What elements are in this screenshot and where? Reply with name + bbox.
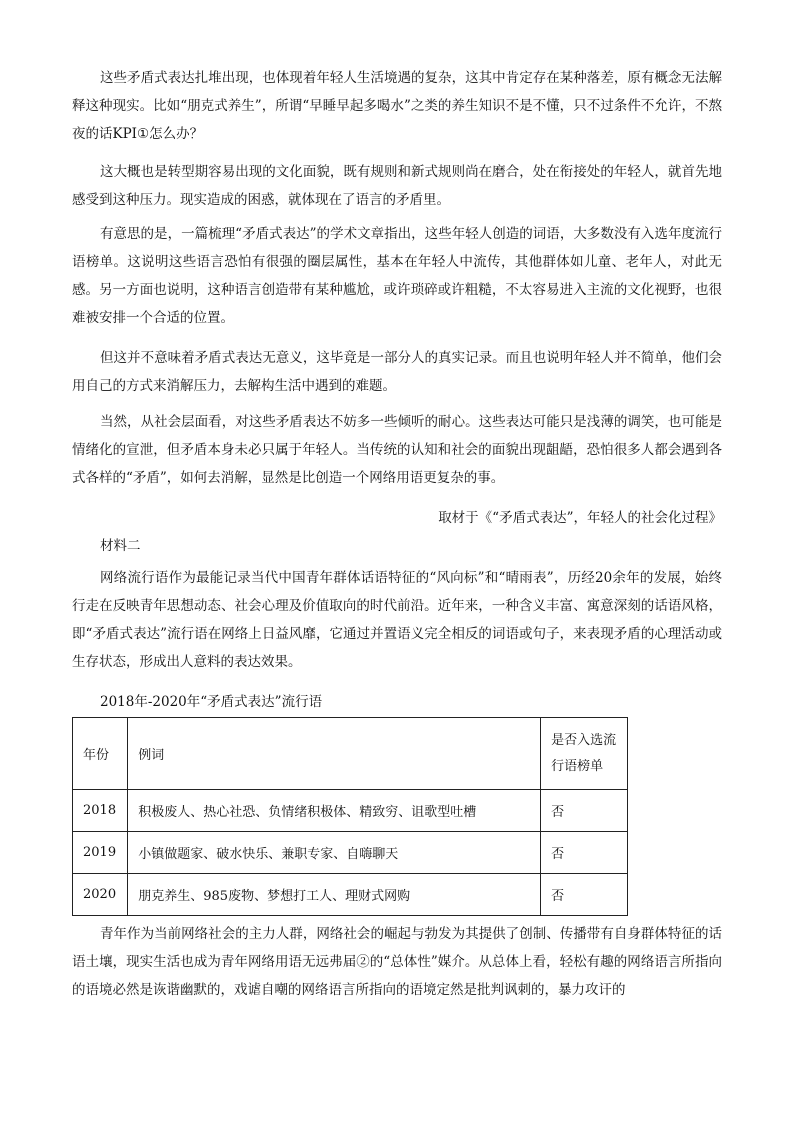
cell-selected: 否 xyxy=(541,832,628,874)
closing-paragraph: 青年作为当前网络社会的主力人群，网络社会的崛起与勃发为其提供了创制、传播带有自身群体特征的话语土壤，现实生活也成为青年网络用语无远弗届②的“总体性”媒介。从总体上看，轻松有趣的网络语言所指向的语境必然是诙谐幽默的，戏谑自嘲的网络语言所指向的语境定然是批判讽刺的，暴力攻讦的 xyxy=(72,926,722,998)
table-row xyxy=(73,832,628,874)
table-title: 2018年-2020年“矛盾式表达”流行语 xyxy=(100,694,323,710)
header-selected: 是否入选流行语榜单 xyxy=(541,718,628,790)
cell-selected: 否 xyxy=(541,874,628,916)
header-examples: 例词 xyxy=(128,718,541,790)
table-header-row xyxy=(73,718,628,790)
cell-examples: 朋克养生、985废物、梦想打工人、理财式网购 xyxy=(128,874,541,916)
paragraph-4: 但这并不意味着矛盾式表达无意义，这毕竟是一部分人的真实记录。而且也说明年轻人并不简单，他们会用自己的方式来消解压力，去解构生活中遇到的难题。 xyxy=(72,350,722,394)
cell-selected: 否 xyxy=(541,790,628,832)
paragraph-3: 有意思的是，一篇梳理“矛盾式表达”的学术文章指出，这些年轻人创造的词语，大多数没有入选年度流行语榜单。这说明这些语言恐怕有很强的圈层属性，基本在年轻人中流传，其他群体如儿童、老年人，对此无感。另一方面也说明，这种语言创造带有某种尴尬，或许琐碎或许粗糙，不太容易进入主流的文化视野，也很难被安排一个合适的位置。 xyxy=(72,226,722,326)
cell-year: 2018 xyxy=(73,790,128,832)
source-citation: 取材于《“矛盾式表达”，年轻人的社会化过程》 xyxy=(438,510,722,526)
paragraph-2: 这大概也是转型期容易出现的文化面貌，既有规则和新式规则尚在磨合，处在衔接处的年轻人，就首先地感受到这种压力。现实造成的困惑，就体现在了语言的矛盾里。 xyxy=(72,164,722,208)
cell-examples: 小镇做题家、破水快乐、兼职专家、自嗨聊天 xyxy=(128,832,541,874)
slang-table xyxy=(72,717,628,916)
cell-examples: 积极废人、热心社恐、负情绪积极体、精致穷、诅歌型吐槽 xyxy=(128,790,541,832)
material-2-label: 材料二 xyxy=(100,538,141,554)
table-row xyxy=(73,790,628,832)
cell-year: 2019 xyxy=(73,832,128,874)
paragraph-5: 当然，从社会层面看，对这些矛盾表达不妨多一些倾听的耐心。这些表达可能只是浅薄的调笑，也可能是情绪化的宣泄，但矛盾本身未必只属于年轻人。当传统的认知和社会的面貌出现龃龉，恐怕很多人都会遇到各式各样的“矛盾”，如何去消解，显然是比创造一个网络用语更复杂的事。 xyxy=(72,414,722,486)
material-2-paragraph: 网络流行语作为最能记录当代中国青年群体话语特征的“风向标”和“晴雨表”，历经20余年的发展，始终行走在反映青年思想动态、社会心理及价值取向的时代前沿。近年来，一种含义丰富、寓意深刻的话语风格，即“矛盾式表达”流行语在网络上日益风靡，它通过并置语义完全相反的词语或句子，来表现矛盾的心理活动或生存状态，形成出人意料的表达效果。 xyxy=(72,570,722,670)
header-year: 年份 xyxy=(73,718,128,790)
cell-year: 2020 xyxy=(73,874,128,916)
paragraph-1: 这些矛盾式表达扎堆出现，也体现着年轻人生活境遇的复杂，这其中肯定存在某种落差，原有概念无法解释这种现实。比如“朋克式养生”，所谓“早睡早起多喝水”之类的养生知识不是不懂，只不过条件不允许，不熬夜的话KPI①怎么办？ xyxy=(72,70,722,142)
table-row xyxy=(73,874,628,916)
